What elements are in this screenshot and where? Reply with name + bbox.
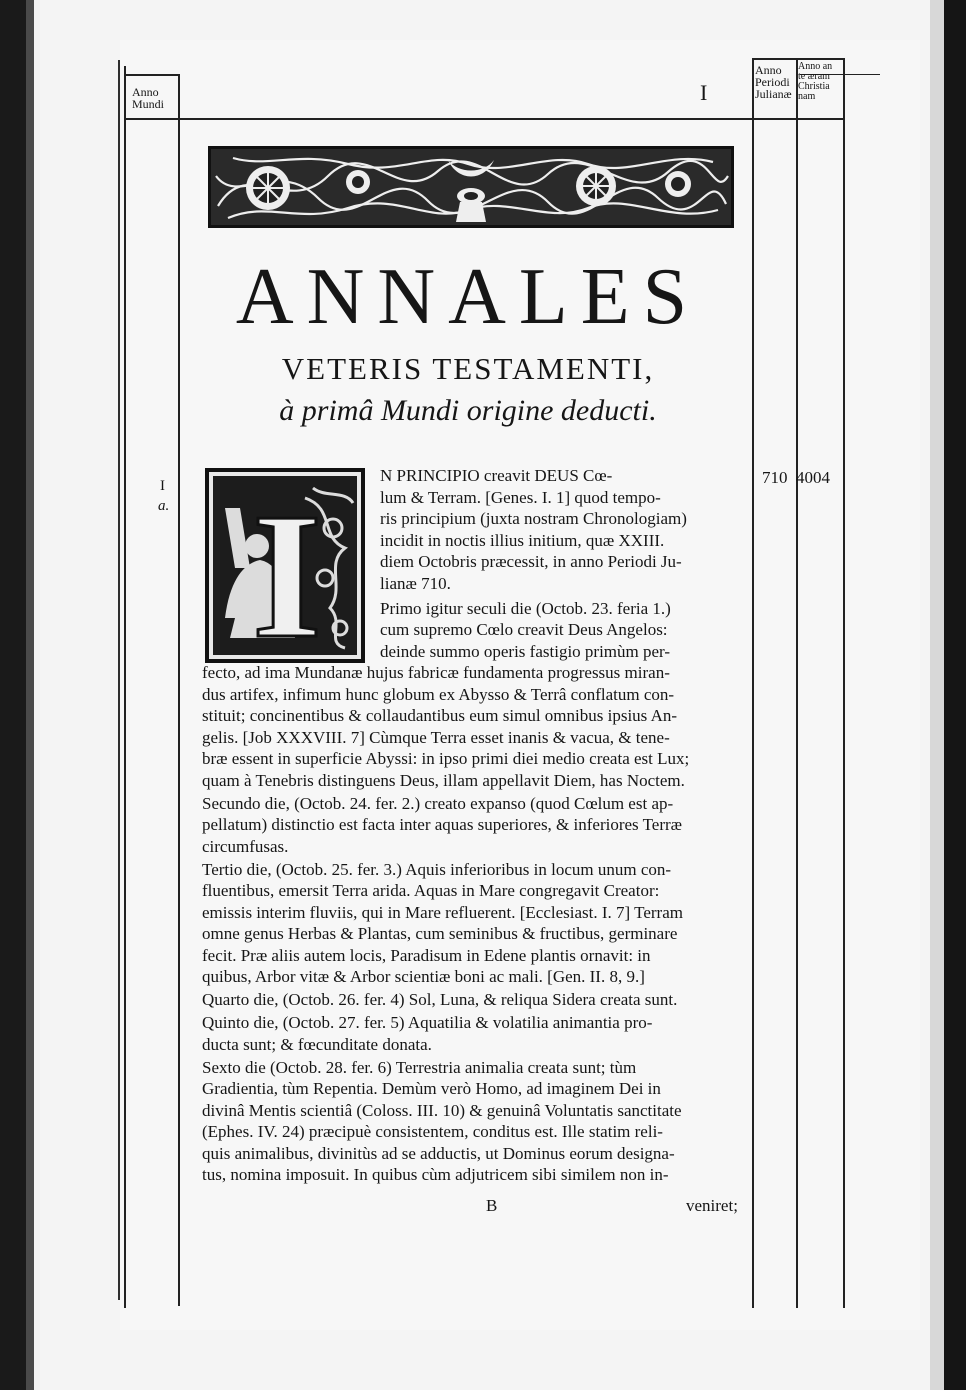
body-line: incidit in noctis illius initium, quæ XXIII. xyxy=(380,530,665,550)
body-line: Quarto die, (Octob. 26. fer. 4) Sol, Luna, & reliqua Sidera creata sunt. xyxy=(202,990,678,1009)
frame-rule-right-outer xyxy=(843,58,845,1308)
subtitle-prima-mundi-origine: à primâ Mundi origine deducti. xyxy=(279,394,657,427)
dropcap-letter: I xyxy=(251,476,323,663)
body-line: Sexto die (Octob. 28. fer. 6) Terrestria animalia creata sunt; tùm xyxy=(202,1057,637,1077)
frame-rule-header xyxy=(124,118,844,120)
body-line: ris principium (juxta nostram Chronologiam) xyxy=(380,509,687,528)
body-line: bræ essent in superficie Abyssi: in ipso primi diei medio creata est Lux; xyxy=(202,749,690,768)
scan-edge-left xyxy=(0,0,26,1390)
woodcut-ornament-band xyxy=(208,146,734,228)
frame-rule-left-outer xyxy=(124,66,126,1308)
body-line: emissis interim fluviis, qui in Mare refluerent. [Ecclesiast. I. 7] Terram xyxy=(202,902,683,922)
scan-edge-right-light xyxy=(930,0,944,1390)
frame-rule-right-inner xyxy=(752,58,754,1308)
body-line: Tertio die, (Octob. 25. fer. 3.) Aquis inferioribus in locum unum con- xyxy=(202,859,672,879)
frame-rule-top-left xyxy=(124,74,178,76)
margin-header-anno-mundi xyxy=(132,86,164,110)
body-line: fecit. Præ aliis autem locis, Paradisum in Edene plantis ornavit: in xyxy=(202,945,651,965)
body-line: Gradientia, tùm Repentia. Demùm verò Homo, ad imaginem Dei in xyxy=(202,1079,661,1098)
margin-note-year: I xyxy=(160,478,165,494)
running-head-page-number: I xyxy=(700,80,708,105)
body-line: quibus, Arbor vitæ & Arbor scientiæ boni ac mali. [Gen. II. 8, 9.] xyxy=(202,967,645,986)
body-line: tus, nomina imposuit. In quibus cùm adjutricem sibi similem non in- xyxy=(202,1165,669,1184)
body-line: deinde summo operis fastigio primùm per- xyxy=(380,641,671,661)
margin-number-christianam: 4004 xyxy=(796,468,830,487)
title-annales: ANNALES xyxy=(235,253,701,341)
body-line: quam à Tenebris distinguens Deus, illam appellavit Diem, has Noctem. xyxy=(202,770,685,790)
margin-header-line: Anno xyxy=(132,85,159,99)
frame-rule-right-mid xyxy=(796,58,798,1308)
margin-header-line: Anno an xyxy=(798,61,833,72)
margin-header-line: Periodi xyxy=(755,75,790,89)
body-line: (Ephes. IV. 24) præcipuè consistentem, conditus est. Ille statim reli- xyxy=(202,1122,663,1141)
scan-edge-right xyxy=(944,0,966,1390)
body-line: gelis. [Job XXXVIII. 7] Cùmque Terra esset inanis & vacua, & tene- xyxy=(202,727,670,747)
margin-header-line: Christia xyxy=(798,81,830,92)
margin-header-line: nam xyxy=(798,91,816,102)
body-line: lum & Terram. [Genes. I. 1] quod tempo- xyxy=(380,487,661,507)
body-line: fluentibus, emersit Terra arida. Aquas in Mare congregavit Creator: xyxy=(202,881,660,900)
body-line: lianæ 710. xyxy=(380,573,451,593)
scan-edge-left-shadow xyxy=(26,0,34,1390)
body-line: ducta sunt; & fœcunditate donata. xyxy=(202,1034,432,1054)
body-line: N PRINCIPIO creavit DEUS Cœ- xyxy=(380,466,613,485)
body-line: omne genus Herbas & Plantas, cum seminibus & fructibus, germinare xyxy=(202,924,678,943)
body-line: diem Octobris præcessit, in anno Periodi Ju- xyxy=(380,552,682,571)
margin-header-line: Anno xyxy=(755,63,782,77)
margin-header-line: Mundi xyxy=(132,97,165,111)
body-line: Primo igitur seculi die (Octob. 23. feria 1.) xyxy=(380,598,671,618)
body-line: stituit; concinentibus & collaudantibus eum simul omnibus ipsius An- xyxy=(202,706,678,725)
body-line: circumfusas. xyxy=(202,836,289,856)
margin-note-letter: a. xyxy=(158,498,170,514)
margin-header-periodi xyxy=(755,64,792,100)
body-line: divinâ Mentis scientiâ (Coloss. III. 10) & genuinâ Voluntatis sanctitate xyxy=(202,1100,682,1120)
body-line: fecto, ad ima Mundanæ hujus fabricæ fundamenta progressus miran- xyxy=(202,663,670,682)
subtitle-veteris-testamenti: VETERIS TESTAMENTI, xyxy=(281,351,655,386)
margin-number-periodi: 710 xyxy=(762,468,788,487)
body-line: quis animalibus, divinitùs ad se adductis, ut Dominus eorum designa- xyxy=(202,1143,675,1163)
signature-mark: B xyxy=(486,1196,498,1215)
margin-header-line: Julianæ xyxy=(755,87,792,101)
body-line: Quinto die, (Octob. 27. fer. 5) Aquatilia & volatilia animantia pro- xyxy=(202,1013,653,1032)
body-line: cum supremo Cœlo creavit Deus Angelos: xyxy=(380,620,668,639)
body-line: pellatum) distinctio est facta inter aquas superiores, & inferiores Terræ xyxy=(202,815,683,834)
margin-header-line: te æram xyxy=(798,71,830,82)
margin-header-christianam xyxy=(798,62,832,102)
historiated-initial xyxy=(205,468,365,663)
catchword: veniret; xyxy=(686,1196,738,1215)
frame-rule-top-right xyxy=(752,58,844,60)
body-line: Secundo die, (Octob. 24. fer. 2.) creato expanso (quod Cœlum est ap- xyxy=(202,793,674,813)
body-line: dus artifex, infimum hunc globum ex Abysso & Terrâ conflatum con- xyxy=(202,684,675,704)
